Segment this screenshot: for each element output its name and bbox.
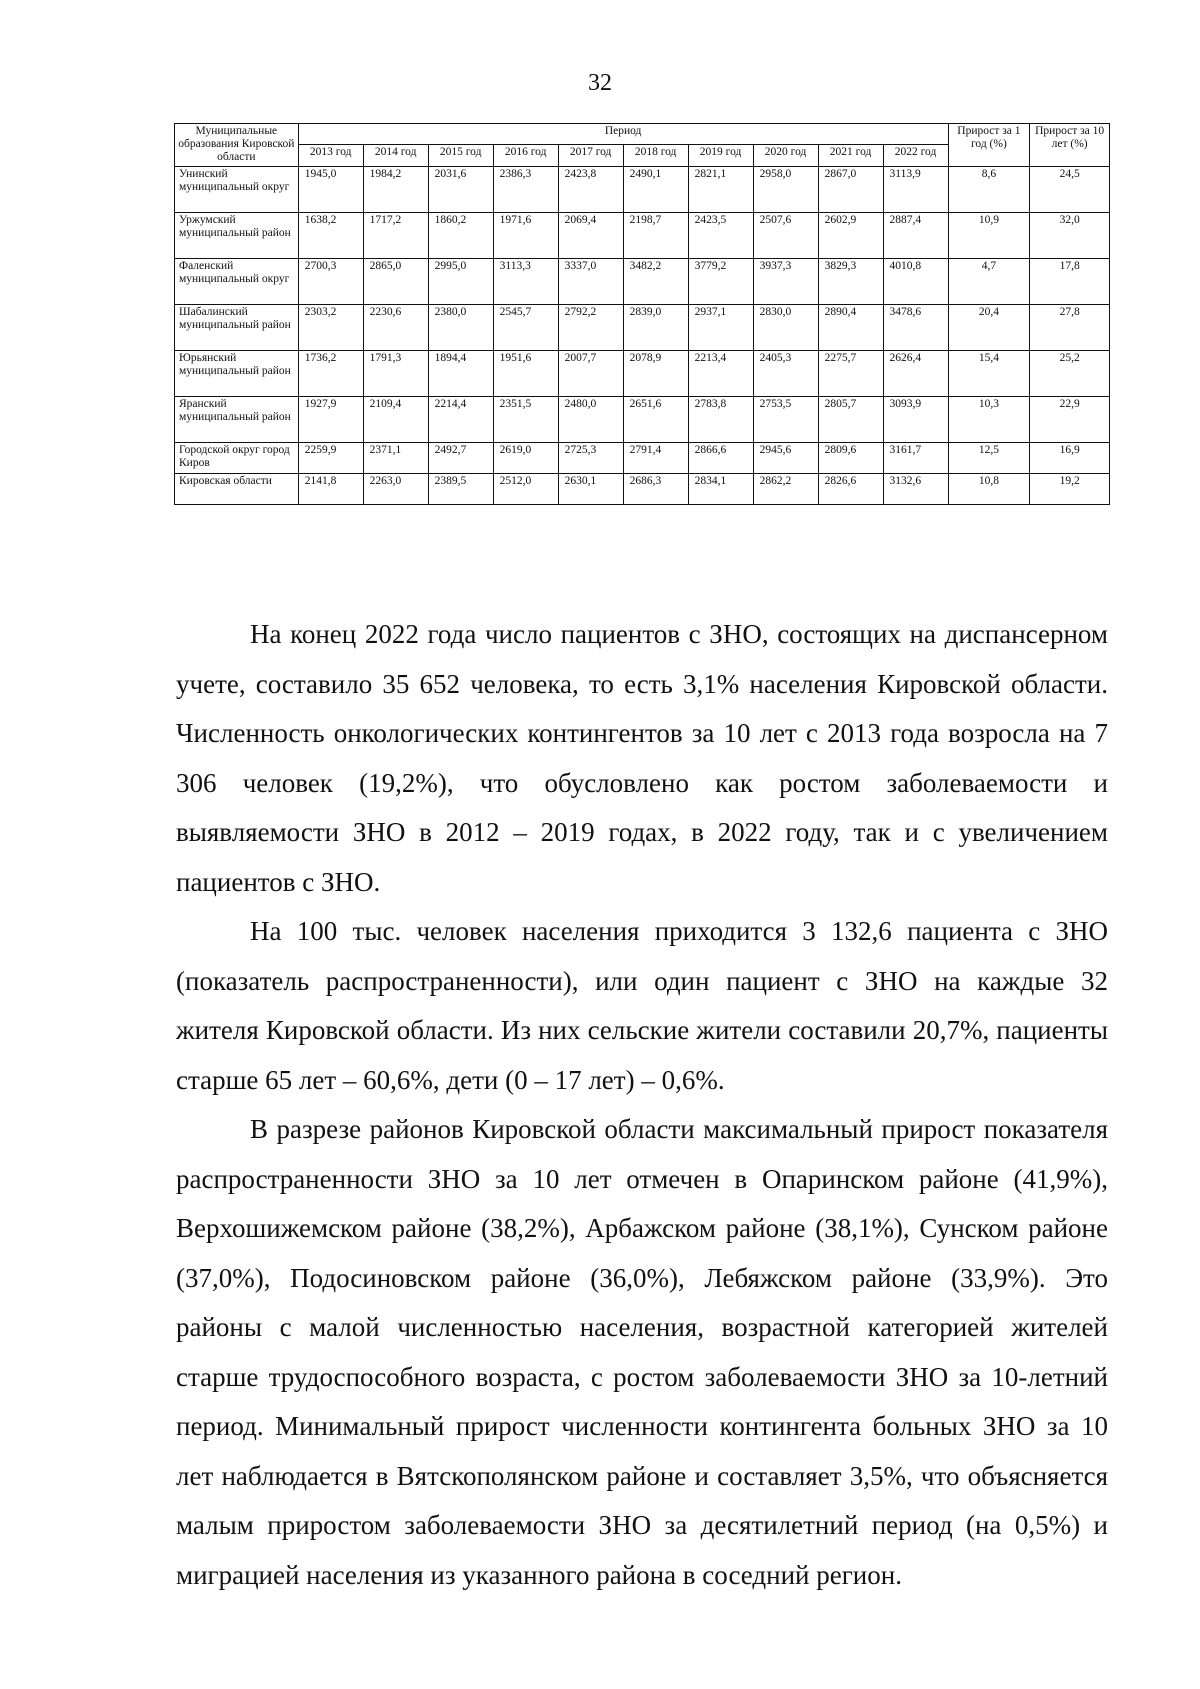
table-row <box>175 473 1110 504</box>
growth-1-year-cell: 4,7 <box>948 258 1030 304</box>
value-cell: 2826,6 <box>818 473 883 504</box>
value-cell: 3829,3 <box>818 258 883 304</box>
value-cell: 2490,1 <box>623 166 688 212</box>
value-cell: 2259,9 <box>298 442 363 473</box>
value-cell: 2887,4 <box>883 212 948 258</box>
value-cell: 2031,6 <box>428 166 493 212</box>
prevalence-table <box>174 123 1110 505</box>
year-header: 2016 год <box>493 145 558 166</box>
municipality-name-cell: Фаленский муниципальный округ <box>175 258 299 304</box>
value-cell: 2078,9 <box>623 350 688 396</box>
value-cell: 2791,4 <box>623 442 688 473</box>
value-cell: 2937,1 <box>688 304 753 350</box>
paragraph: На конец 2022 года число пациентов с ЗНО, состоящих на диспансерном учете, составило 35 652 человека, то есть 3,1% населения Кировской области. Численность онкологических контингентов за 10 лет с 2013 года возросла на 7 306 человек (19,2%), что обусловлено как ростом заболеваемости и выявляемости ЗНО в 2012 – 2019 годах, в 2022 году, так и с увеличением пациентов с ЗНО. <box>176 619 1108 897</box>
value-cell: 2230,6 <box>363 304 428 350</box>
growth-10-years-cell: 25,2 <box>1030 350 1110 396</box>
value-cell: 3937,3 <box>753 258 818 304</box>
value-cell: 2725,3 <box>558 442 623 473</box>
header-growth-1-year: Прирост за 1 год (%) <box>948 124 1030 167</box>
table-row <box>175 396 1110 442</box>
value-cell: 2213,4 <box>688 350 753 396</box>
value-cell: 2995,0 <box>428 258 493 304</box>
value-cell: 1791,3 <box>363 350 428 396</box>
value-cell: 2792,2 <box>558 304 623 350</box>
value-cell: 2865,0 <box>363 258 428 304</box>
value-cell: 2830,0 <box>753 304 818 350</box>
value-cell: 2783,8 <box>688 396 753 442</box>
value-cell: 2405,3 <box>753 350 818 396</box>
paragraph: На 100 тыс. человек населения приходится 3 132,6 пациента с ЗНО (показатель распространенности), или один пациент с ЗНО на каждые 32 жителя Кировской области. Из них сельские жители составили 20,7%, пациенты старше 65 лет – 60,6%, дети (0 – 17 лет) – 0,6%. <box>176 916 1108 1095</box>
value-cell: 1984,2 <box>363 166 428 212</box>
municipality-name-cell: Шабалинский муниципальный район <box>175 304 299 350</box>
value-cell: 2109,4 <box>363 396 428 442</box>
growth-10-years-cell: 19,2 <box>1030 473 1110 504</box>
value-cell: 2545,7 <box>493 304 558 350</box>
value-cell: 2700,3 <box>298 258 363 304</box>
body-text <box>176 610 1108 1600</box>
year-header: 2015 год <box>428 145 493 166</box>
value-cell: 2512,0 <box>493 473 558 504</box>
value-cell: 3093,9 <box>883 396 948 442</box>
table-row <box>175 166 1110 212</box>
value-cell: 2686,3 <box>623 473 688 504</box>
municipality-name-cell: Юрьянский муниципальный район <box>175 350 299 396</box>
value-cell: 2753,5 <box>753 396 818 442</box>
growth-10-years-cell: 24,5 <box>1030 166 1110 212</box>
value-cell: 2821,1 <box>688 166 753 212</box>
value-cell: 2867,0 <box>818 166 883 212</box>
value-cell: 3337,0 <box>558 258 623 304</box>
growth-1-year-cell: 20,4 <box>948 304 1030 350</box>
value-cell: 2263,0 <box>363 473 428 504</box>
value-cell: 3161,7 <box>883 442 948 473</box>
value-cell: 1894,4 <box>428 350 493 396</box>
growth-1-year-cell: 10,9 <box>948 212 1030 258</box>
growth-10-years-cell: 32,0 <box>1030 212 1110 258</box>
year-header: 2019 год <box>688 145 753 166</box>
value-cell: 1951,6 <box>493 350 558 396</box>
value-cell: 4010,8 <box>883 258 948 304</box>
growth-1-year-cell: 12,5 <box>948 442 1030 473</box>
value-cell: 3113,9 <box>883 166 948 212</box>
year-header: 2014 год <box>363 145 428 166</box>
value-cell: 2890,4 <box>818 304 883 350</box>
growth-10-years-cell: 16,9 <box>1030 442 1110 473</box>
value-cell: 2630,1 <box>558 473 623 504</box>
value-cell: 2423,8 <box>558 166 623 212</box>
growth-10-years-cell: 27,8 <box>1030 304 1110 350</box>
value-cell: 2423,5 <box>688 212 753 258</box>
value-cell: 2380,0 <box>428 304 493 350</box>
growth-1-year-cell: 15,4 <box>948 350 1030 396</box>
paragraph: В разрезе районов Кировской области максимальный прирост показателя распространенности ЗНО за 10 лет отмечен в Опаринском районе (41,9%), Верхошижемском районе (38,2%), Арбажском районе (38,1%), Сунском районе (37,0%), Подосиновском районе (36,0%), Лебяжском районе (33,9%). Это районы с малой численностью населения, возрастной категорией жителей старше трудоспособного возраста, с ростом заболеваемости ЗНО за 10-летний период. Минимальный прирост численности контингента больных ЗНО за 10 лет наблюдается в Вятскополянском районе и составляет 3,5%, что объясняется малым приростом заболеваемости ЗНО за десятилетний период (на 0,5%) и миграцией населения из указанного района в соседний регион. <box>176 1114 1108 1590</box>
value-cell: 3779,2 <box>688 258 753 304</box>
value-cell: 1927,9 <box>298 396 363 442</box>
table-row <box>175 304 1110 350</box>
page-number: 32 <box>588 70 612 96</box>
value-cell: 2626,4 <box>883 350 948 396</box>
value-cell: 3482,2 <box>623 258 688 304</box>
growth-10-years-cell: 17,8 <box>1030 258 1110 304</box>
value-cell: 2602,9 <box>818 212 883 258</box>
value-cell: 1945,0 <box>298 166 363 212</box>
header-growth-10-years: Прирост за 10 лет (%) <box>1030 124 1110 167</box>
table-row <box>175 258 1110 304</box>
header-municipality: Муниципальные образования Кировской области <box>175 124 299 167</box>
value-cell: 2492,7 <box>428 442 493 473</box>
value-cell: 2389,5 <box>428 473 493 504</box>
value-cell: 1860,2 <box>428 212 493 258</box>
value-cell: 1971,6 <box>493 212 558 258</box>
growth-1-year-cell: 10,8 <box>948 473 1030 504</box>
value-cell: 1736,2 <box>298 350 363 396</box>
municipality-name-cell: Унинский муниципальный округ <box>175 166 299 212</box>
value-cell: 3113,3 <box>493 258 558 304</box>
value-cell: 1638,2 <box>298 212 363 258</box>
year-header: 2017 год <box>558 145 623 166</box>
value-cell: 2303,2 <box>298 304 363 350</box>
municipality-name-cell: Городской округ город Киров <box>175 442 299 473</box>
value-cell: 3132,6 <box>883 473 948 504</box>
value-cell: 2069,4 <box>558 212 623 258</box>
year-header: 2020 год <box>753 145 818 166</box>
year-header: 2021 год <box>818 145 883 166</box>
value-cell: 3478,6 <box>883 304 948 350</box>
value-cell: 2351,5 <box>493 396 558 442</box>
value-cell: 2275,7 <box>818 350 883 396</box>
table-row <box>175 350 1110 396</box>
value-cell: 2651,6 <box>623 396 688 442</box>
growth-1-year-cell: 10,3 <box>948 396 1030 442</box>
value-cell: 1717,2 <box>363 212 428 258</box>
value-cell: 2862,2 <box>753 473 818 504</box>
value-cell: 2945,6 <box>753 442 818 473</box>
municipality-name-cell: Кировская области <box>175 473 299 504</box>
municipality-name-cell: Уржумский муниципальный район <box>175 212 299 258</box>
value-cell: 2619,0 <box>493 442 558 473</box>
value-cell: 2839,0 <box>623 304 688 350</box>
growth-10-years-cell: 22,9 <box>1030 396 1110 442</box>
value-cell: 2866,6 <box>688 442 753 473</box>
value-cell: 2371,1 <box>363 442 428 473</box>
year-header: 2013 год <box>298 145 363 166</box>
value-cell: 2386,3 <box>493 166 558 212</box>
value-cell: 2809,6 <box>818 442 883 473</box>
value-cell: 2198,7 <box>623 212 688 258</box>
growth-1-year-cell: 8,6 <box>948 166 1030 212</box>
header-period: Период <box>298 124 948 145</box>
value-cell: 2214,4 <box>428 396 493 442</box>
value-cell: 2007,7 <box>558 350 623 396</box>
table-row <box>175 442 1110 473</box>
table-body <box>175 166 1110 504</box>
municipality-name-cell: Яранский муниципальный район <box>175 396 299 442</box>
table-row <box>175 212 1110 258</box>
value-cell: 2834,1 <box>688 473 753 504</box>
value-cell: 2480,0 <box>558 396 623 442</box>
value-cell: 2507,6 <box>753 212 818 258</box>
value-cell: 2805,7 <box>818 396 883 442</box>
value-cell: 2141,8 <box>298 473 363 504</box>
value-cell: 2958,0 <box>753 166 818 212</box>
year-header: 2022 год <box>883 145 948 166</box>
year-header: 2018 год <box>623 145 688 166</box>
